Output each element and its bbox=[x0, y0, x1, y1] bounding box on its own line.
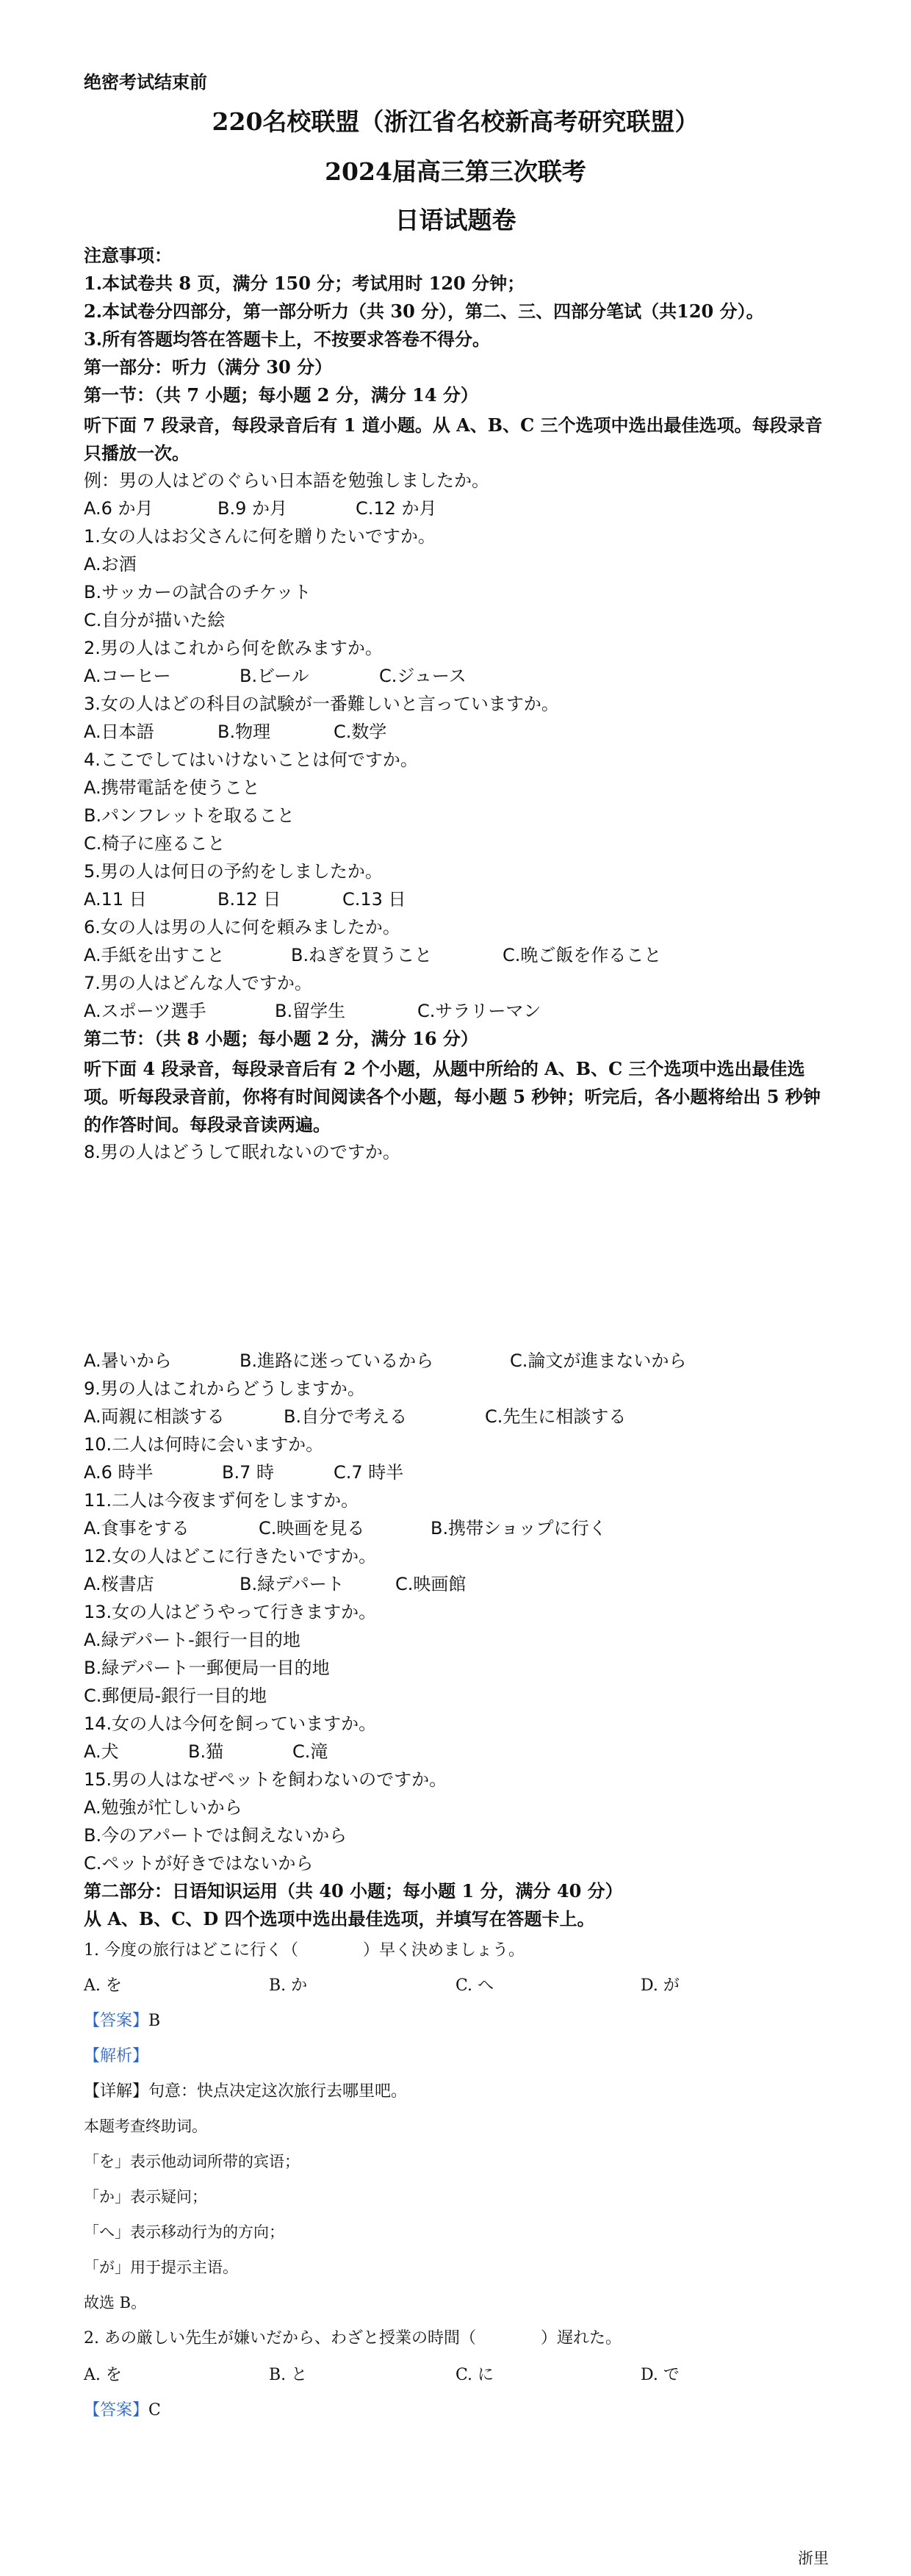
question-7: 7.男の人はどんな人ですか。 bbox=[84, 973, 312, 993]
notes-heading: 注意事项： bbox=[84, 245, 172, 266]
answer-line bbox=[84, 2012, 160, 2031]
option: B.7 時 bbox=[222, 1462, 274, 1483]
explanation-line: 「か」表示疑问； bbox=[84, 2188, 207, 2206]
option: A.11 日 bbox=[84, 889, 147, 910]
exam-title: 2024届高三第三次联考 bbox=[325, 157, 586, 186]
answer-value: B bbox=[148, 2012, 161, 2030]
answer-value: C bbox=[148, 2401, 161, 2420]
question-5: 5.男の人は何日の予約をしましたか。 bbox=[84, 861, 383, 882]
watermark: 浙里 bbox=[798, 2550, 829, 2567]
detail-line: 【详解】句意：快点决定这次旅行去哪里吧。 bbox=[84, 2082, 408, 2101]
option: B.緑デパート bbox=[240, 1574, 345, 1594]
option: B.ねぎを買うこと bbox=[291, 945, 433, 965]
note-item: 3.所有答题均答在答题卡上，不按要求答卷不得分。 bbox=[84, 328, 491, 350]
option: B.進路に迷っているから bbox=[240, 1350, 434, 1371]
option: C.晩ご飯を作ること bbox=[503, 945, 662, 965]
answer-line bbox=[84, 2401, 161, 2420]
option: A.日本語 bbox=[84, 722, 154, 742]
question-10: 10.二人は何時に会いますか。 bbox=[84, 1434, 324, 1455]
option: A.コーヒー bbox=[84, 666, 171, 686]
option: B.携帯ショップに行く bbox=[431, 1518, 607, 1539]
option: C.13 日 bbox=[342, 889, 406, 910]
option: A.暑いから bbox=[84, 1350, 172, 1371]
option: A.携帯電話を使うこと bbox=[84, 777, 260, 798]
option: C.数学 bbox=[334, 722, 387, 742]
example-option: A.6 か月 bbox=[84, 498, 154, 519]
option: C.自分が描いた絵 bbox=[84, 610, 226, 630]
option: A.両親に相談する bbox=[84, 1406, 225, 1427]
explanation-line: 「が」用于提示主语。 bbox=[84, 2259, 238, 2276]
option: B.ビール bbox=[240, 666, 309, 686]
option: B. か bbox=[269, 1976, 308, 1995]
option: B.緑デパート一郵便局一目的地 bbox=[84, 1658, 330, 1678]
option: C.7 時半 bbox=[334, 1462, 404, 1483]
example-option: B.9 か月 bbox=[217, 498, 287, 519]
option: C.滝 bbox=[292, 1741, 328, 1762]
part1-title: 第一部分：听力（满分 30 分） bbox=[84, 356, 333, 378]
option: A. を bbox=[84, 1976, 122, 1995]
option: D. で bbox=[641, 2366, 680, 2384]
question-14: 14.女の人は今何を飼っていますか。 bbox=[84, 1713, 377, 1734]
section1-instruction: 听下面 7 段录音，每段录音后有 1 道小题。从 A、B、C 三个选项中选出最佳选项。每段录音只播放一次。 bbox=[84, 414, 823, 464]
option: D. が bbox=[641, 1976, 680, 1995]
section1-title: 第一节：（共 7 小题；每小题 2 分，满分 14 分） bbox=[84, 384, 478, 406]
p2-question-2: 2. あの厳しい先生が嫌いだから、わざと授業の時間（ ）遅れた。 bbox=[84, 2329, 622, 2347]
option: B.12 日 bbox=[217, 889, 281, 910]
option: C.椅子に座ること bbox=[84, 833, 226, 854]
option: A.桜書店 bbox=[84, 1574, 154, 1594]
section2-title: 第二节：（共 8 小题；每小题 2 分，满分 16 分） bbox=[84, 1028, 478, 1049]
option: B.自分で考える bbox=[284, 1406, 408, 1427]
option: A.食事をする bbox=[84, 1518, 190, 1539]
option: B.留学生 bbox=[275, 1001, 346, 1021]
question-8: 8.男の人はどうして眠れないのですか。 bbox=[84, 1142, 400, 1162]
option: C.郵便局-銀行一目的地 bbox=[84, 1685, 267, 1706]
question-12: 12.女の人はどこに行きたいですか。 bbox=[84, 1546, 377, 1566]
option: B.今のアパートでは飼えないから bbox=[84, 1825, 348, 1846]
subject-title: 日语试题卷 bbox=[395, 206, 516, 234]
answer-tag: 【答案】 bbox=[84, 2012, 149, 2030]
answer-tag: 【答案】 bbox=[84, 2401, 149, 2420]
analysis-tag: 【解析】 bbox=[84, 2047, 149, 2065]
option: B.猫 bbox=[188, 1741, 224, 1762]
option: A.スポーツ選手 bbox=[84, 1001, 206, 1021]
question-3: 3.女の人はどの科目の試験が一番難しいと言っていますか。 bbox=[84, 694, 559, 714]
option: A.犬 bbox=[84, 1741, 119, 1762]
option: C. に bbox=[455, 2366, 494, 2384]
question-1: 1.女の人はお父さんに何を贈りたいですか。 bbox=[84, 526, 436, 547]
option: C.先生に相談する bbox=[485, 1406, 627, 1427]
section2-instruction: 听下面 4 段录音，每段录音后有 2 个小题，从题中所给的 A、B、C 三个选项中选出最佳选项。听每段录音前，你将有时间阅读各个小题，每小题 5 秒钟；听完后，各小题将给出 5 秒钟的作答时间。每段录音读两遍。 bbox=[84, 1058, 821, 1135]
option: A.勉強が忙しいから bbox=[84, 1797, 242, 1818]
question-9: 9.男の人はこれからどうしますか。 bbox=[84, 1378, 365, 1399]
option: B. と bbox=[269, 2366, 308, 2384]
option: B.パンフレットを取ること bbox=[84, 805, 295, 826]
question-15: 15.男の人はなぜペットを飼わないのですか。 bbox=[84, 1769, 447, 1790]
option: C. へ bbox=[455, 1976, 494, 1995]
option: C.サラリーマン bbox=[417, 1001, 541, 1021]
question-6: 6.女の人は男の人に何を頼みましたか。 bbox=[84, 917, 400, 938]
option: C.映画を見る bbox=[259, 1518, 365, 1539]
option: A.手紙を出すこと bbox=[84, 945, 225, 965]
option: A.緑デパート-銀行一目的地 bbox=[84, 1630, 300, 1650]
question-11: 11.二人は今夜まず何をしますか。 bbox=[84, 1490, 359, 1511]
example-question: 例：男の人はどのぐらい日本語を勉強しましたか。 bbox=[84, 470, 489, 491]
option: B.物理 bbox=[217, 722, 271, 742]
part2-title: 第二部分：日语知识运用（共 40 小题；每小题 1 分，满分 40 分） bbox=[84, 1880, 623, 1902]
question-2: 2.男の人はこれから何を飲みますか。 bbox=[84, 638, 383, 658]
option: B.サッカーの試合のチケット bbox=[84, 582, 312, 602]
explanation-line: 本题考查终助词。 bbox=[84, 2118, 207, 2135]
option: C.論文が進まないから bbox=[510, 1350, 687, 1371]
note-item: 1.本试卷共 8 页，满分 150 分；考试用时 120 分钟； bbox=[84, 273, 525, 294]
secret-note: 绝密考试结束前 bbox=[84, 71, 207, 93]
option: C.映画館 bbox=[395, 1574, 467, 1594]
question-4: 4.ここでしてはいけないことは何ですか。 bbox=[84, 749, 418, 770]
p2-question-1: 1. 今度の旅行はどこに行く（ ）早く決めましょう。 bbox=[84, 1941, 525, 1960]
option: A. を bbox=[84, 2366, 122, 2384]
explanation-line: 「へ」表示移动行为的方向； bbox=[84, 2223, 284, 2241]
question-13: 13.女の人はどうやって行きますか。 bbox=[84, 1602, 377, 1622]
explanation-line: 「を」表示他动词所带的宾语； bbox=[84, 2153, 300, 2170]
example-option: C.12 か月 bbox=[356, 498, 437, 519]
explanation-line: 故选 B。 bbox=[84, 2294, 147, 2311]
option: A.6 時半 bbox=[84, 1462, 154, 1483]
option: C.ペットが好きではないから bbox=[84, 1853, 314, 1874]
alliance-title: 220名校联盟（浙江省名校新高考研究联盟） bbox=[212, 107, 699, 136]
note-item: 2.本试卷分四部分，第一部分听力（共 30 分），第二、三、四部分笔试（共120 分）。 bbox=[84, 301, 764, 322]
option: C.ジュース bbox=[379, 666, 467, 686]
option: A.お酒 bbox=[84, 554, 137, 575]
part2-instruction: 从 A、B、C、D 四个选项中选出最佳选项，并填写在答题卡上。 bbox=[84, 1908, 595, 1929]
